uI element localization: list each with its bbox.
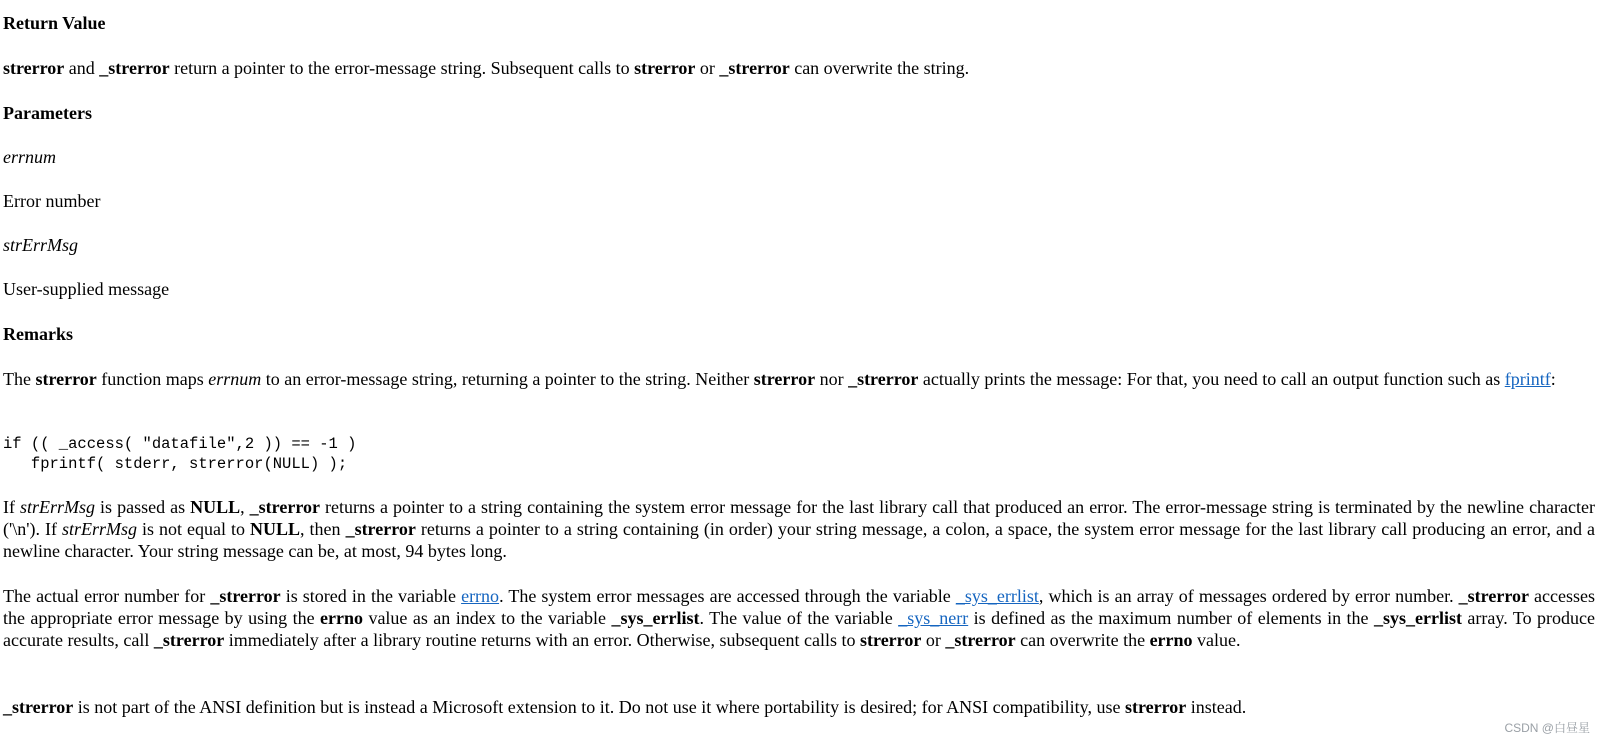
watermark-text: CSDN @白昼星	[1504, 721, 1590, 735]
return-value-text: strerror and _strerror return a pointer to the error-message string. Subsequent calls to strerror or _strerror can overwrite the string.	[3, 58, 970, 78]
remarks-paragraph-2: If strErrMsg is passed as NULL, _strerror returns a pointer to a string containing the system error message for the last library call that produced an error. The error-message string is terminated by the newline character ('\n'). If strErrMsg is not equal to NULL, then _strerror returns a pointer to a string containing (in order) your string message, a colon, a space, the system error message for the last library call producing an error, and a newline character. Your string message can be, at most, 94 bytes long.	[3, 497, 1596, 561]
errno-link[interactable]: errno	[461, 586, 500, 606]
fprintf-link[interactable]: fprintf	[1504, 369, 1551, 389]
remarks-paragraph-3: The actual error number for _strerror is stored in the variable errno. The system error messages are accessed through the variable _sys_errlist, which is an array of messages ordered by error number. _strerror accesses the appropriate error message by using the errno value as an index to the variable _sys_errlist. The value of the variable _sys_nerr is defined as the maximum number of elements in the _sys_errlist array. To produce accurate results, call _strerror immediately after a library routine returns with an error. Otherwise, subsequent calls to strerror or _strerror can overwrite the errno value.	[3, 586, 1596, 650]
sys-nerr-link[interactable]: _sys_nerr	[898, 608, 969, 628]
param-name-errnum: errnum	[3, 147, 56, 167]
remarks-paragraph-1: The strerror function maps errnum to an error-message string, returning a pointer to the string. Neither strerror nor _strerror actually prints the message: For that, you need to call an output function such as fprintf:	[3, 369, 1556, 389]
remarks-paragraph-4: _strerror is not part of the ANSI definition but is instead a Microsoft extension to it. Do not use it where portability is desired; for ANSI compatibility, use strerror instead.	[3, 697, 1247, 717]
return-value-heading: Return Value	[3, 13, 106, 33]
param-desc-errnum: Error number	[3, 191, 101, 211]
param-name-strerrmsg: strErrMsg	[3, 235, 79, 255]
code-sample: if (( _access( "datafile",2 )) == -1 ) fprintf( stderr, strerror(NULL) );	[3, 435, 357, 473]
remarks-heading: Remarks	[3, 324, 73, 344]
param-desc-strerrmsg: User-supplied message	[3, 279, 170, 299]
parameters-heading: Parameters	[3, 103, 92, 123]
sys-errlist-link[interactable]: _sys_errlist	[955, 586, 1039, 606]
